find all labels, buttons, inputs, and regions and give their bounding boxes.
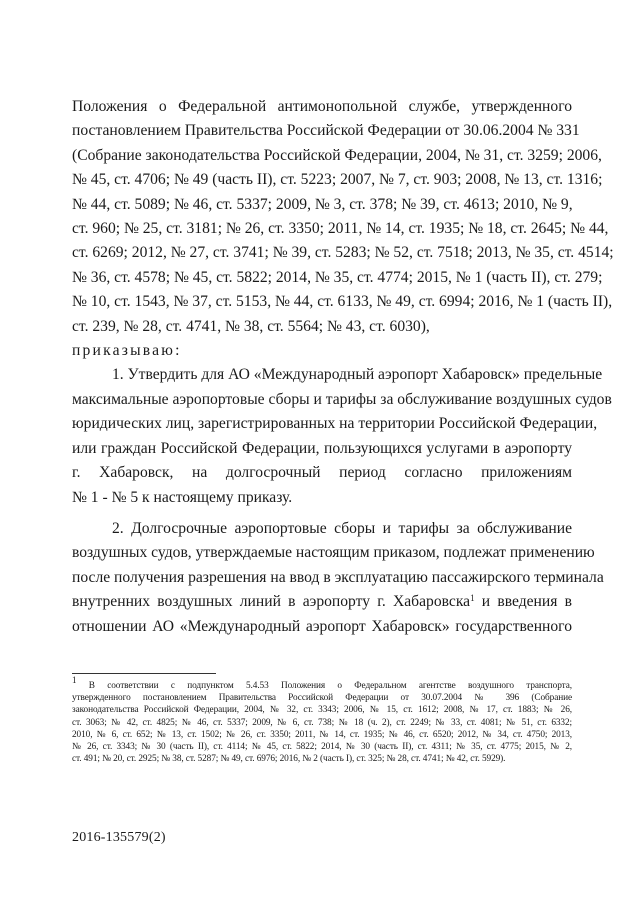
footnote-number: 1: [72, 675, 77, 685]
text-line: № 45, ст. 4706; № 49 (часть II), ст. 5223; 2007, № 7, ст. 903; 2008, № 13, ст. 1316;: [72, 171, 603, 189]
preamble-paragraph: [72, 95, 614, 339]
footnote-line: [72, 675, 572, 692]
text-line: г. Хабаровск, на долгосрочный период согласно приложениям: [72, 464, 572, 482]
document-body: [72, 95, 614, 639]
text-line: отношении АО «Международный аэропорт Хабаровск» государственного: [72, 617, 572, 635]
text-line: № 1 - № 5 к настоящему приказу.: [72, 488, 293, 506]
text-line: воздушных судов, утверждаемые настоящим приказом, подлежат применению: [72, 544, 595, 562]
footnote-divider: [72, 673, 216, 674]
footnote-text: В соответствии с подпунктом 5.4.53 Положения о Федеральном агентстве воздушного транспорта,: [76, 681, 572, 691]
text-line: № 10, ст. 1543, № 37, ст. 5153, № 44, ст. 6133, № 49, ст. 6994; 2016, № 1 (часть II),: [72, 293, 613, 311]
text-line: после получения разрешения на ввод в эксплуатацию пассажирского терминала: [72, 568, 604, 586]
text-line: максимальные аэропортовые сборы и тарифы за обслуживание воздушных судов: [72, 390, 612, 408]
text-line: юридических лиц, зарегистрированных на территории Российской Федерации,: [72, 415, 598, 433]
text-line: 2. Долгосрочные аэропортовые сборы и тарифы за обслуживание: [112, 519, 572, 537]
line-segment: и введения в: [474, 593, 572, 611]
footnote-line: ст. 3063; № 42, ст. 4825; № 46, ст. 5337; 2009, № 6, ст. 738; № 18 (ч. 2), ст. 2249; № 33, ст. 4081; № 51, ст. 6332;: [72, 717, 572, 728]
text-line: ст. 960; № 25, ст. 3181; № 26, ст. 3350; 2011, № 14, ст. 1935; № 18, ст. 2645; № 44,: [72, 220, 609, 238]
text-line: 1. Утвердить для АО «Международный аэропорт Хабаровск» предельные: [112, 366, 603, 384]
item-1-paragraph: [72, 363, 612, 509]
footnote-line: утвержденного постановлением Правительства Российской Федерации от 30.07.2004 № 396 (Собрание: [72, 693, 572, 704]
item-2-paragraph: [72, 517, 604, 639]
text-line: (Собрание законодательства Российской Федерации, 2004, № 31, ст. 3259; 2006,: [72, 146, 602, 164]
text-line: постановлением Правительства Российской Федерации от 30.06.2004 № 331: [72, 122, 580, 140]
text-line: Положения о Федеральной антимонопольной службе, утвержденного: [72, 98, 572, 115]
text-line: ст. 239, № 28, ст. 4741, № 38, ст. 5564; № 43, ст. 6030),: [72, 317, 430, 335]
text-line: № 44, ст. 5089; № 46, ст. 5337; 2009, № 3, ст. 378; № 39, ст. 4613; 2010, № 9,: [72, 195, 573, 213]
text-line: или граждан Российской Федерации, пользующихся услугами в аэропорту: [72, 439, 572, 457]
line-segment: внутренних воздушных линий в аэропорту г. Хабаровска: [72, 593, 471, 611]
footnote-line: 2010, № 6, ст. 652; № 13, ст. 1502; № 26, ст. 3350; 2011, № 14, ст. 1935; № 46, ст. 6520; 2012, № 34, ст. 4750; 2013,: [72, 729, 572, 740]
footnote-line: № 26, ст. 3343; № 30 (часть II), ст. 4114; № 45, ст. 5822; 2014, № 30 (часть II), ст. 4311; № 35, ст. 4775; 2015, № 2,: [72, 742, 572, 753]
footnote-line: ст. 491; № 20, ст. 2925; № 38, ст. 5287; № 49, ст. 6976; 2016, № 2 (часть I), ст. 325; № 28, ст. 4741; № 42, ст. 5929).: [72, 754, 506, 765]
footnote-reference[interactable]: 1: [470, 593, 475, 604]
text-line: ст. 6269; 2012, № 27, ст. 3741; № 39, ст. 5283; № 52, ст. 7518; 2013, № 35, ст. 4514;: [72, 244, 614, 262]
footnote: [72, 675, 572, 765]
text-line-with-footnote: [72, 590, 572, 614]
order-word: приказываю:: [72, 342, 182, 360]
footnote-line: законодательства Российской Федерации, 2004, № 32, ст. 3343; 2006, № 15, ст. 1612; 2008, № 17, ст. 1883; № 26,: [72, 705, 572, 716]
text-line: № 36, ст. 4578; № 45, ст. 5822; 2014, № 35, ст. 4774; 2015, № 1 (часть II), ст. 279;: [72, 268, 603, 286]
document-id: 2016-135579(2): [72, 830, 166, 845]
